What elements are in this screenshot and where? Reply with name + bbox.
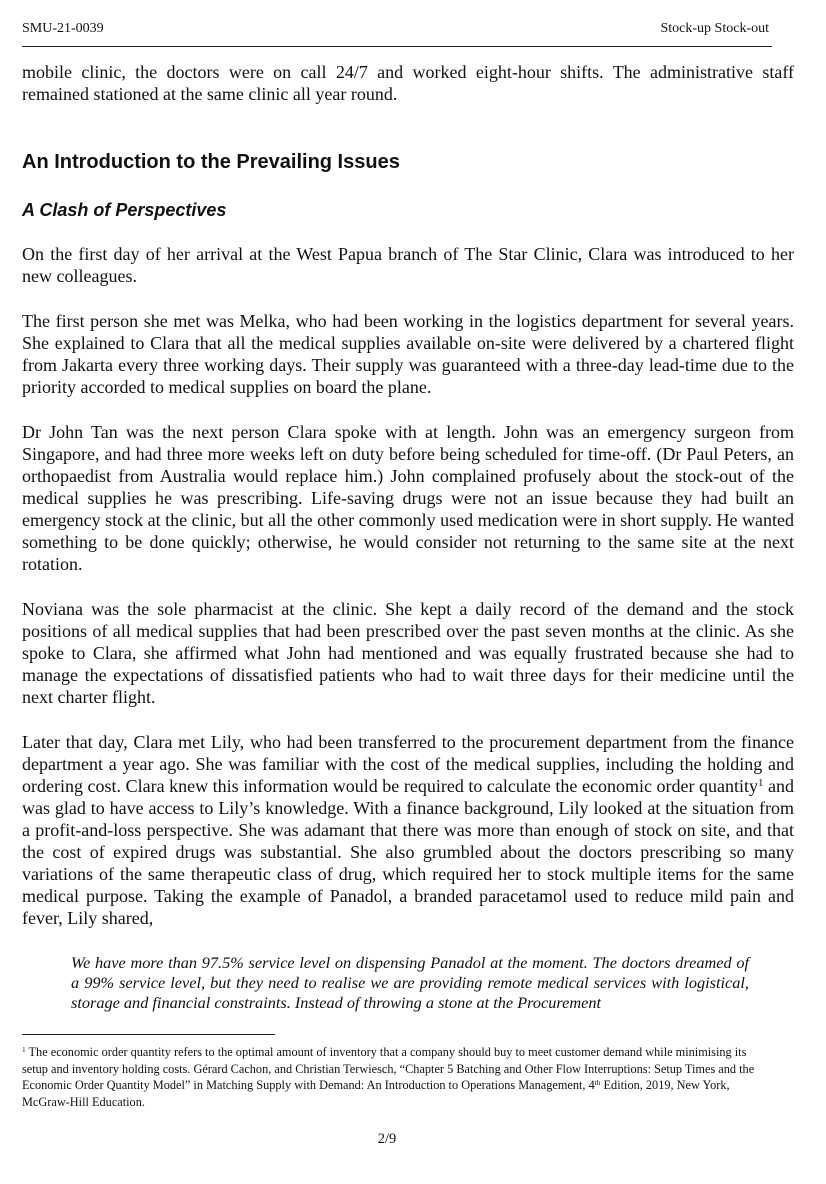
footnote-reference[interactable]: 1 — [758, 777, 764, 790]
paragraph-lily-part-2: and was glad to have access to Lily’s knowledge. With a finance background, Lily looked at the situation from a profit-and-loss perspective. She was adamant that there was more than enough of stock on site, and that the cost of expired drugs was substantial. She also grumbled about the doctors prescribing so many variations of the same therapeutic class of drug, which required her to stock multiple items for the same medical purpose. Taking the example of Panadol, a branded paracetamol used to reduce mild pain and fever, Lily shared, — [22, 776, 794, 928]
footnote-divider — [22, 1034, 275, 1035]
running-title: Stock-up Stock-out — [660, 21, 769, 36]
footnote-text-2: Edition, 2019, New York, McGraw-Hill Education. — [22, 1078, 730, 1109]
paragraph-arrival: On the first day of her arrival at the West Papua branch of The Star Clinic, Clara was introduced to her new colleagues. — [22, 244, 794, 286]
section-heading: An Introduction to the Prevailing Issues — [22, 151, 400, 173]
document-page — [22, 0, 794, 1184]
page-number: 2/9 — [377, 1131, 397, 1147]
running-header — [22, 20, 772, 47]
footnote-number: 1 — [22, 1044, 26, 1054]
paragraph-lily-part-1: Later that day, Clara met Lily, who had been transferred to the procurement department from the finance department a year ago. She was familiar with the cost of the medical supplies, including the holding and ordering cost. Clara knew this information would be required to calculate the economic order quantity — [22, 732, 794, 796]
block-quote: We have more than 97.5% service level on dispensing Panadol at the moment. The doctors dreamed of a 99% service level, but they need to realise we are providing remote medical services with logistical, storage and financial constraints. Instead of throwing a stone at the Procurement — [71, 953, 749, 1012]
subsection-heading: A Clash of Perspectives — [22, 200, 227, 220]
edition-superscript: th — [594, 1077, 601, 1087]
paragraph-continuation: mobile clinic, the doctors were on call 24/7 and worked eight-hour shifts. The administrative staff remained stationed at the same clinic all year round. — [22, 62, 794, 104]
footnote-text-1: The economic order quantity refers to the optimal amount of inventory that a company should buy to meet customer demand while minimising its setup and inventory holding costs. Gérard Cachon, and Christian Terwiesch, “Chapter 5 Batching and Other Flow Interruptions: Setup Times and the Economic Order Quantity Model” in Matching Supply with Demand: An Introduction to Operations Management, 4 — [22, 1045, 755, 1092]
paragraph-lily — [22, 731, 794, 929]
footnote — [22, 1044, 774, 1110]
paragraph-melka: The first person she met was Melka, who had been working in the logistics department for several years. She explained to Clara that all the medical supplies available on-site were delivered by a chartered flight from Jakarta every three working days. Their supply was guaranteed with a three-day lead-time due to the priority accorded to medical supplies on board the plane. — [22, 311, 794, 397]
document-id: SMU-21-0039 — [22, 21, 104, 36]
paragraph-john: Dr John Tan was the next person Clara spoke with at length. John was an emergency surgeon from Singapore, and had three more weeks left on duty before being scheduled for time-off. (Dr Paul Peters, an orthopaedist from Australia would replace him.) John complained profusely about the stock-out of the medical supplies he was prescribing. Life-saving drugs were not an issue because they had built an emergency stock at the clinic, but all the other commonly used medication were in short supply. He wanted something to be done quickly; otherwise, he would consider not returning to the same site at the next rotation. — [22, 422, 794, 574]
paragraph-noviana: Noviana was the sole pharmacist at the clinic. She kept a daily record of the demand and the stock positions of all medical supplies that had been prescribed over the past seven months at the clinic. As she spoke to Clara, she affirmed what John had mentioned and was equally frustrated because she had to manage the expectations of dissatisfied patients who had to wait three days for their medicine until the next charter flight. — [22, 599, 794, 707]
